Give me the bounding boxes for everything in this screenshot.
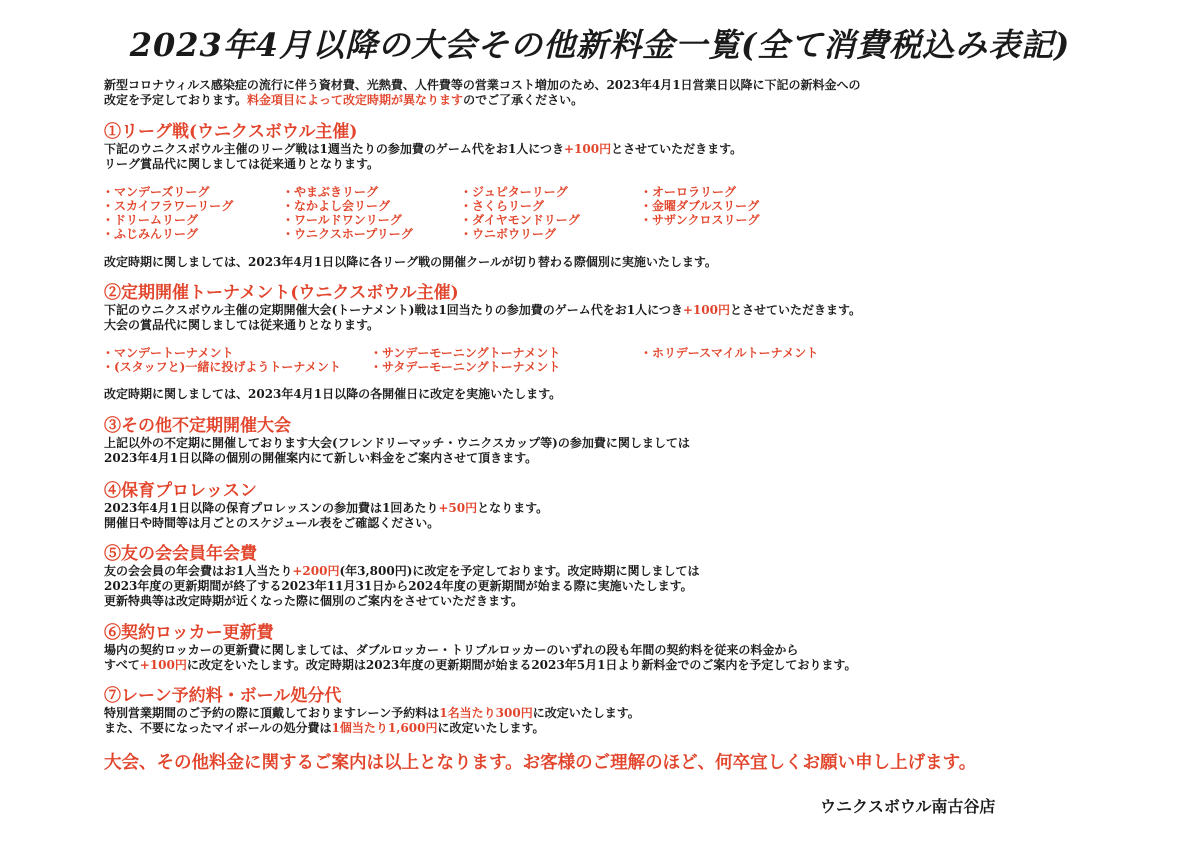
s1-price: +100円 xyxy=(563,142,612,156)
intro-line-2 xyxy=(104,93,583,108)
section-1-line-2: リーグ賞品代に関しましては従来通りとなります。 xyxy=(104,157,380,171)
s6-text: すべて xyxy=(104,658,140,672)
section-4-line-1 xyxy=(104,501,548,516)
s7-text: 特別営業期間のご予約の際に頂戴しておりますレーン予約料は xyxy=(104,706,440,720)
s2-text-end: とさせていただきます。 xyxy=(729,303,862,317)
intro-text: 改定を予定しております。 xyxy=(104,93,248,107)
list-item: ・ウニボウリーグ xyxy=(460,227,557,241)
list-item: ・サタデーモーニングトーナメント xyxy=(370,360,561,374)
s7-ball-fee: 1個当たり1,600円 xyxy=(331,721,438,735)
list-item: ・金曜ダブルスリーグ xyxy=(640,199,760,213)
league-list-col-3 xyxy=(460,185,580,241)
s7-text-end: に改定いたします。 xyxy=(532,706,640,720)
list-item: ・ダイヤモンドリーグ xyxy=(460,213,580,227)
section-1-line-1 xyxy=(104,142,742,157)
list-item: ・サンデーモーニングトーナメント xyxy=(370,346,561,360)
section-5-line-3: 更新特典等は改定時期が近くなった際に個別のご案内をさせていただきます。 xyxy=(104,594,524,608)
store-name: ウニクスボウル南古谷店 xyxy=(820,797,996,816)
tournament-list-col-3 xyxy=(640,346,818,360)
s5-text: 友の会会員の年会費はお1人当たり xyxy=(104,564,293,578)
intro-line-1: 新型コロナウィルス感染症の流行に伴う資材費、光熱費、人件費等の営業コスト増加のため、2023年4月1日営業日以降に下記の新料金への xyxy=(104,78,861,92)
section-1-heading: ①リーグ戦(ウニクスボウル主催) xyxy=(104,122,358,142)
list-item: ・ふじみんリーグ xyxy=(102,227,199,241)
intro-highlight: 料金項目によって改定時期が異なります xyxy=(247,93,464,107)
list-item: ・マンデートーナメント xyxy=(102,346,234,360)
section-7-line-2 xyxy=(104,721,545,736)
section-4-heading: ④保育プロレッスン xyxy=(104,481,257,501)
section-5-line-2: 2023年度の更新期間が終了する2023年11月31日から2024年度の更新期間が始まる際に実施いたします。 xyxy=(104,579,693,593)
section-7-line-1 xyxy=(104,706,640,721)
list-item: ・サザンクロスリーグ xyxy=(640,213,760,227)
list-item: ・(スタッフと)一緒に投げようトーナメント xyxy=(102,360,341,374)
tournament-list-col-2 xyxy=(370,346,560,374)
tournament-list-col-1 xyxy=(102,346,341,374)
list-item: ・オーロラリーグ xyxy=(640,185,737,199)
list-item: ・さくらリーグ xyxy=(460,199,545,213)
section-3-heading: ③その他不定期開催大会 xyxy=(104,416,291,436)
section-3-line-2: 2023年4月1日以降の個別の開催案内にて新しい料金をご案内させて頂きます。 xyxy=(104,451,538,465)
s1-text-end: とさせていただきます。 xyxy=(611,142,743,156)
s4-price: +50円 xyxy=(438,501,478,515)
section-1-timing: 改定時期に関しましては、2023年4月1日以降に各リーグ戦の開催クールが切り替わる際個別に実施いたします。 xyxy=(104,255,717,269)
league-list-col-4 xyxy=(640,185,760,227)
list-item: ・ウニクスホープリーグ xyxy=(282,227,413,241)
s7-text-2: また、不要になったマイボールの処分費は xyxy=(104,721,332,735)
s4-text: 2023年4月1日以降の保育プロレッスンの参加費は1回あたり xyxy=(104,501,439,515)
section-6-heading: ⑥契約ロッカー更新費 xyxy=(104,623,274,643)
section-2-line-1 xyxy=(104,303,861,318)
section-2-heading: ②定期開催トーナメント(ウニクスボウル主催) xyxy=(104,283,459,303)
league-list-col-2 xyxy=(282,185,413,241)
s6-text-end: に改定をいたします。改定時期は2023年度の更新期間が始まる2023年5月1日より新料金でのご案内を予定しております。 xyxy=(186,658,857,672)
section-6-line-2 xyxy=(104,658,856,673)
s1-text: 下記のウニクスボウル主催のリーグ戦は1週当たりの参加費のゲーム代をお1人につき xyxy=(104,142,564,156)
section-4-line-2: 開催日や時間等は月ごとのスケジュール表をご確認ください。 xyxy=(104,516,440,530)
closing-message: 大会、その他料金に関するご案内は以上となります。お客様のご理解のほど、何卒宜しくお願い申し上げます。 xyxy=(104,753,977,773)
league-list-col-1 xyxy=(102,185,233,241)
s5-text-end: (年3,800円)に改定を予定しております。改定時期に関しましては xyxy=(339,564,700,578)
section-5-line-1 xyxy=(104,564,699,579)
section-2-line-2: 大会の賞品代に関しましては従来通りとなります。 xyxy=(104,318,380,332)
s7-text-2-end: に改定いたします。 xyxy=(437,721,545,735)
s2-price: +100円 xyxy=(682,303,730,317)
section-7-heading: ⑦レーン予約料・ボール処分代 xyxy=(104,686,342,706)
list-item: ・やまぶきリーグ xyxy=(282,185,379,199)
s2-text: 下記のウニクスボウル主催の定期開催大会(トーナメント)戦は1回当たりの参加費のゲーム代をお1人につき xyxy=(104,303,683,317)
list-item: ・ドリームリーグ xyxy=(102,213,199,227)
section-3-line-1: 上記以外の不定期に開催しております大会(フレンドリーマッチ・ウニクスカップ等)の参加費に関しましては xyxy=(104,436,690,450)
list-item: ・ジュピターリーグ xyxy=(460,185,568,199)
s6-price: +100円 xyxy=(139,658,187,672)
section-5-heading: ⑤友の会会員年会費 xyxy=(104,544,257,564)
page-title: 2023年4月以降の大会その他新料金一覧(全て消費税込み表記) xyxy=(129,26,1071,64)
s5-price: +200円 xyxy=(292,564,340,578)
s7-lane-fee: 1名当たり300円 xyxy=(439,706,533,720)
section-6-line-1: 場内の契約ロッカーの更新費に関しましては、ダブルロッカー・トリプルロッカーのいずれの段も年間の契約料を従来の料金から xyxy=(104,643,799,657)
list-item: ・スカイフラワーリーグ xyxy=(102,199,234,213)
intro-text-end: のでご了承ください。 xyxy=(463,93,584,107)
list-item: ・ホリデースマイルトーナメント xyxy=(640,346,819,360)
section-2-timing: 改定時期に関しましては、2023年4月1日以降の各開催日に改定を実施いたします。 xyxy=(104,387,562,401)
list-item: ・ワールドワンリーグ xyxy=(282,213,402,227)
list-item: ・なかよし会リーグ xyxy=(282,199,391,213)
list-item: ・マンデーズリーグ xyxy=(102,185,210,199)
s4-text-end: となります。 xyxy=(477,501,549,515)
